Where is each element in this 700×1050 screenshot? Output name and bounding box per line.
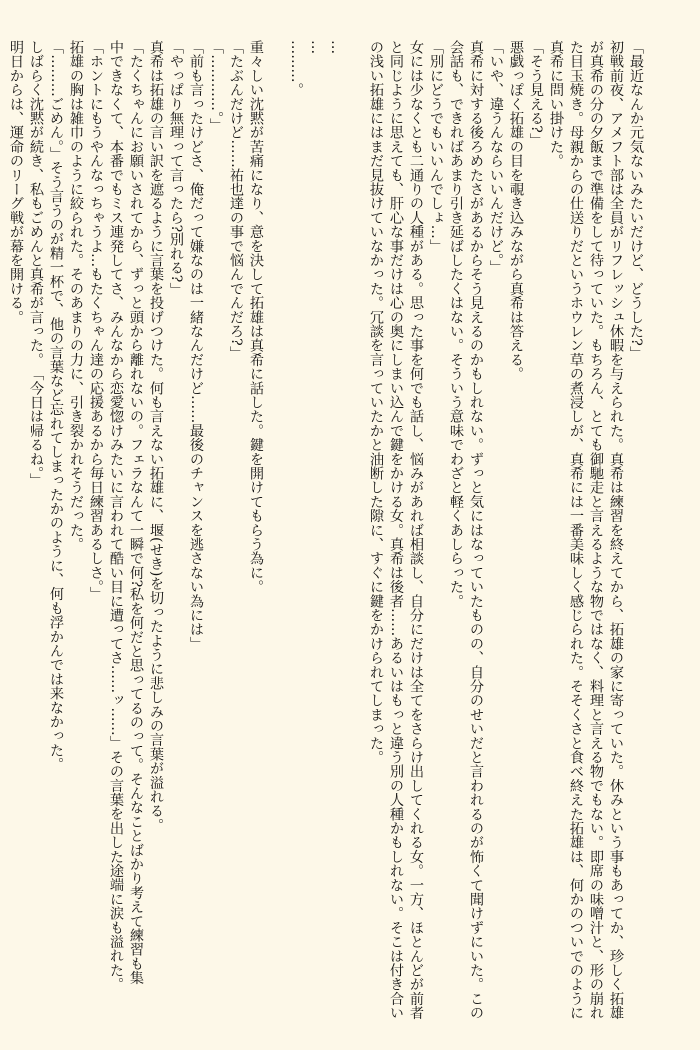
- text-line: …: [328, 40, 344, 55]
- text-line: 「いや、違うんならいいんだけど。」: [488, 40, 504, 275]
- text-line: 女には少なくとも二通りの人種がある。思った事を何でも話し、悩みがあれば相談し、自分にだけは全てをさらけ出してくれる女。一方、ほとんどが前者: [408, 40, 424, 1020]
- text-line: 「前も言ったけどさ、俺だって嫌なのは一緒なんだけど……最後のチャンスを逃さない為には」: [188, 40, 204, 651]
- text-line: 拓雄の胸は雑巾のように絞られた。そのあまりの力に、引き裂かれそうだった。: [68, 40, 84, 552]
- blank-line: [266, 40, 286, 1030]
- vertical-text-block: [6, 40, 646, 1030]
- text-line: しばらく沈黙が続き、私もごめんと真希が言った。 「今日は帰るね。」: [28, 40, 44, 488]
- text-line: 真希に問い掛けた。: [548, 40, 564, 168]
- text-line: た目玉焼き。母親からの仕送りだというホウレン草の煮浸しが、真希には一番美味しく感じられた。そそくさと食べ終えた拓雄は、何かのついでのように: [568, 40, 584, 1020]
- text-line: と同じように思えても、肝心な事だけは心の奥にしまい込んで鍵をかける女。真希は後者……あるいはもっと違う別の人種かもしれない。そこは付き合い: [388, 40, 404, 1020]
- text-line: 明日からは、運命のリーグ戦が幕を開ける。: [8, 40, 24, 324]
- text-line: 重々しい沈黙が苦痛になり、意を決して拓雄は真希に話した。鍵を開けてもらう為に。: [248, 40, 264, 594]
- text-line: 「そう見える?」: [528, 40, 544, 148]
- text-line: 真希は拓雄の言い訳を遮るように言葉を投げつけた。何も言えない拓雄に、堰(せき)を切ったように悲しみの言葉が溢れる。: [148, 40, 164, 833]
- text-line: 会話も、できればあまり引き延ばしたくはない。そういう意味でわざと軽くあしらった。: [448, 40, 464, 608]
- text-line: ………。: [288, 40, 304, 97]
- text-line: 「たくちゃんにお願いされてから、ずっと頭から離れないの。フェラなんて一瞬で何?私を何だと思ってるのって。そんなことばかり考えて練習も集: [128, 40, 144, 985]
- text-line: 「やっぱり無理って言ったら?別れる?」: [168, 40, 184, 297]
- blank-line: [346, 40, 366, 1030]
- text-line: 中できなくて、本番でもミス連発してさ、みんなから恋愛惚けみたいに言われて酷い目に遭ってさ……ッ……」その言葉を出した途端に涙も溢れた。: [108, 40, 124, 992]
- text-line: が真希の分の夕飯まで準備をして待っていた。もちろん、とても御馳走と言えるような物ではなく、料理と言える物でもない。即席の味噌汁と、形の崩れ: [588, 40, 604, 1020]
- text-line: 初戦前夜、アメフト部は全員がリフレッシュ休暇を与えられた。真希は練習を終えてから、拓雄の家に寄っていた。休みという事もあってか、珍しく拓雄: [608, 40, 624, 1020]
- text-line: …: [308, 40, 324, 55]
- text-line: 「たぶんだけど……祐也達の事で悩んでんだろ?」: [228, 40, 244, 360]
- text-line: 「………ごめん。」そう言うのが精一杯で、他の言葉など忘れてしまったかのように、何も浮かんでは来なかった。: [48, 40, 64, 772]
- text-line: 悪戯っぽく拓雄の目を覗き込みながら真希は答える。: [508, 40, 524, 381]
- text-line: 「別にどうでもいいんでしょ…」: [428, 40, 444, 253]
- text-line: 「…………。」: [208, 40, 224, 133]
- text-line: 真希に対する後ろめたさがあるからそう見えるのかもしれない。ずっと気にはなっていたものの、自分のせいだと言われるのが怖くて聞けずにいた。この: [468, 40, 484, 1020]
- text-line: の浅い拓雄にはまだ見抜けていなかった。冗談を言っていたかと油断した隙に、すぐに鍵をかけられてしまった。: [368, 40, 384, 765]
- text-line: 「ホントにもうやんなっちゃうよ…もたくちゃん達の応援あるから毎日練習あるしさ。」: [88, 40, 104, 601]
- text-line: 「最近なんか元気ないみたいだけど、どうした?」: [628, 40, 644, 361]
